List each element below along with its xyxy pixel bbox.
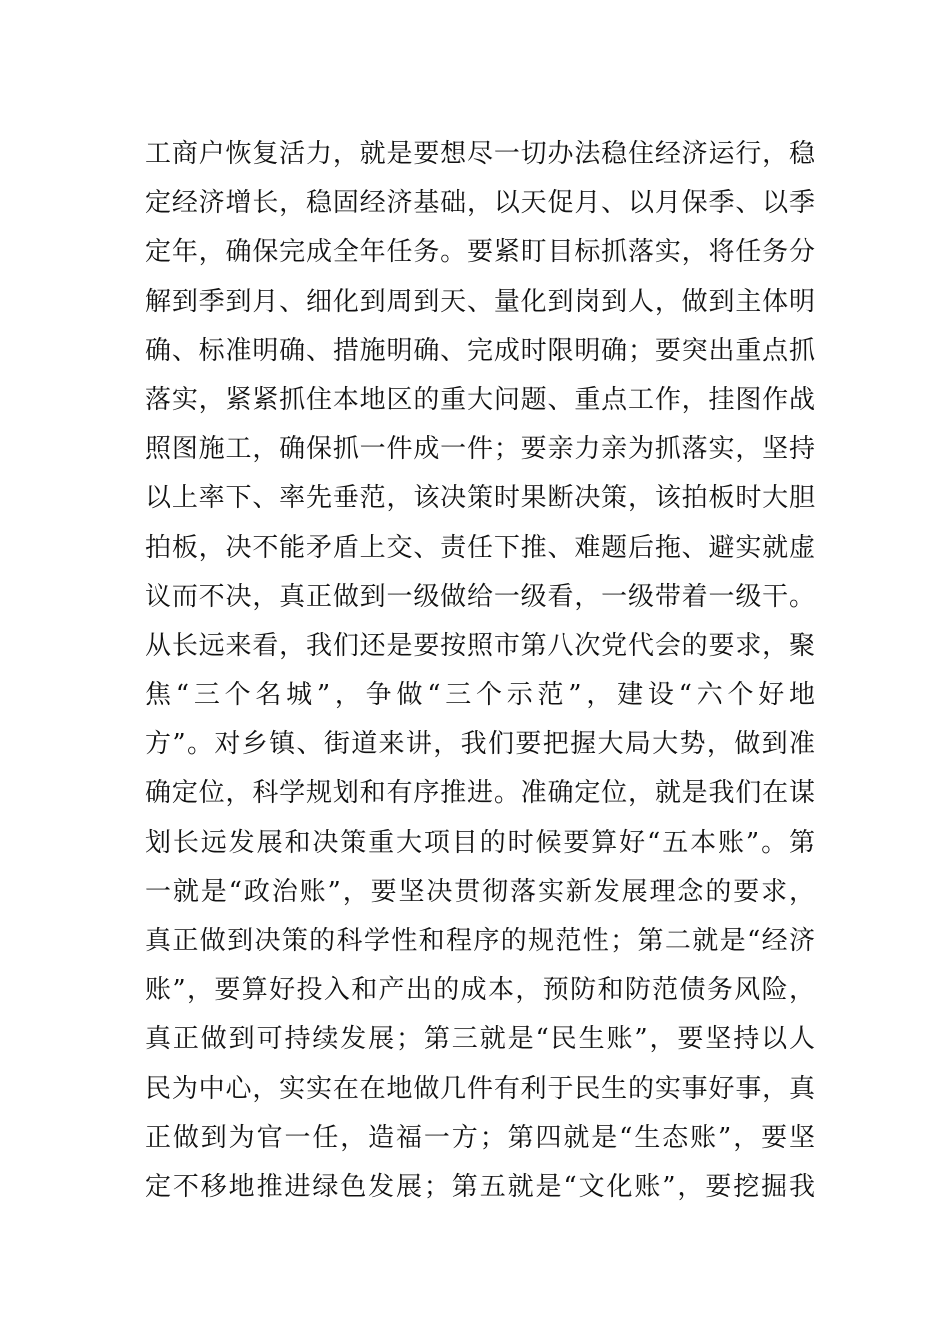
body-text: [145, 130, 815, 1212]
text-line: 定年，确保完成全年任务。要紧盯目标抓落实，将任务分: [145, 237, 815, 268]
text-line: 确、标准明确、措施明确、完成时限明确；要突出重点抓: [145, 335, 815, 366]
text-line: 真正做到可持续发展；第三就是“民生账”，要坚持以人: [145, 1024, 815, 1055]
text-line: 解到季到月、细化到周到天、量化到岗到人，做到主体明: [145, 286, 815, 317]
text-line: 以上率下、率先垂范，该决策时果断决策，该拍板时大胆: [145, 483, 815, 514]
text-line: 账”，要算好投入和产出的成本，预防和防范债务风险，: [145, 975, 815, 1006]
text-line: 定不移地推进绿色发展；第五就是“文化账”，要挖掘我: [145, 1171, 815, 1202]
text-line: 焦“三个名城”，争做“三个示范”，建设“六个好地: [145, 680, 815, 711]
text-line: 从长远来看，我们还是要按照市第八次党代会的要求，聚: [145, 630, 815, 661]
text-line: 落实，紧紧抓住本地区的重大问题、重点工作，挂图作战: [145, 384, 815, 415]
text-line: 划长远发展和决策重大项目的时候要算好“五本账”。第: [145, 827, 815, 858]
text-line: 定经济增长，稳固经济基础，以天促月、以月保季、以季: [145, 188, 815, 219]
text-line: 议而不决，真正做到一级做给一级看，一级带着一级干。: [145, 581, 815, 612]
text-line: 照图施工，确保抓一件成一件；要亲力亲为抓落实，坚持: [145, 434, 815, 465]
text-line: 一就是“政治账”，要坚决贯彻落实新发展理念的要求，: [145, 876, 815, 907]
text-line: 方”。对乡镇、街道来讲，我们要把握大局大势，做到准: [145, 729, 815, 760]
text-line: 正做到为官一任，造福一方；第四就是“生态账”，要坚: [145, 1122, 815, 1153]
text-line: 确定位，科学规划和有序推进。准确定位，就是我们在谋: [145, 778, 815, 809]
text-line: 民为中心，实实在在地做几件有利于民生的实事好事，真: [145, 1073, 815, 1104]
text-line: 真正做到决策的科学性和程序的规范性；第二就是“经济: [145, 926, 815, 956]
text-line: 工商户恢复活力，就是要想尽一切办法稳住经济运行，稳: [145, 139, 815, 169]
text-line: 拍板，决不能矛盾上交、责任下推、难题后拖、避实就虚: [145, 532, 815, 563]
